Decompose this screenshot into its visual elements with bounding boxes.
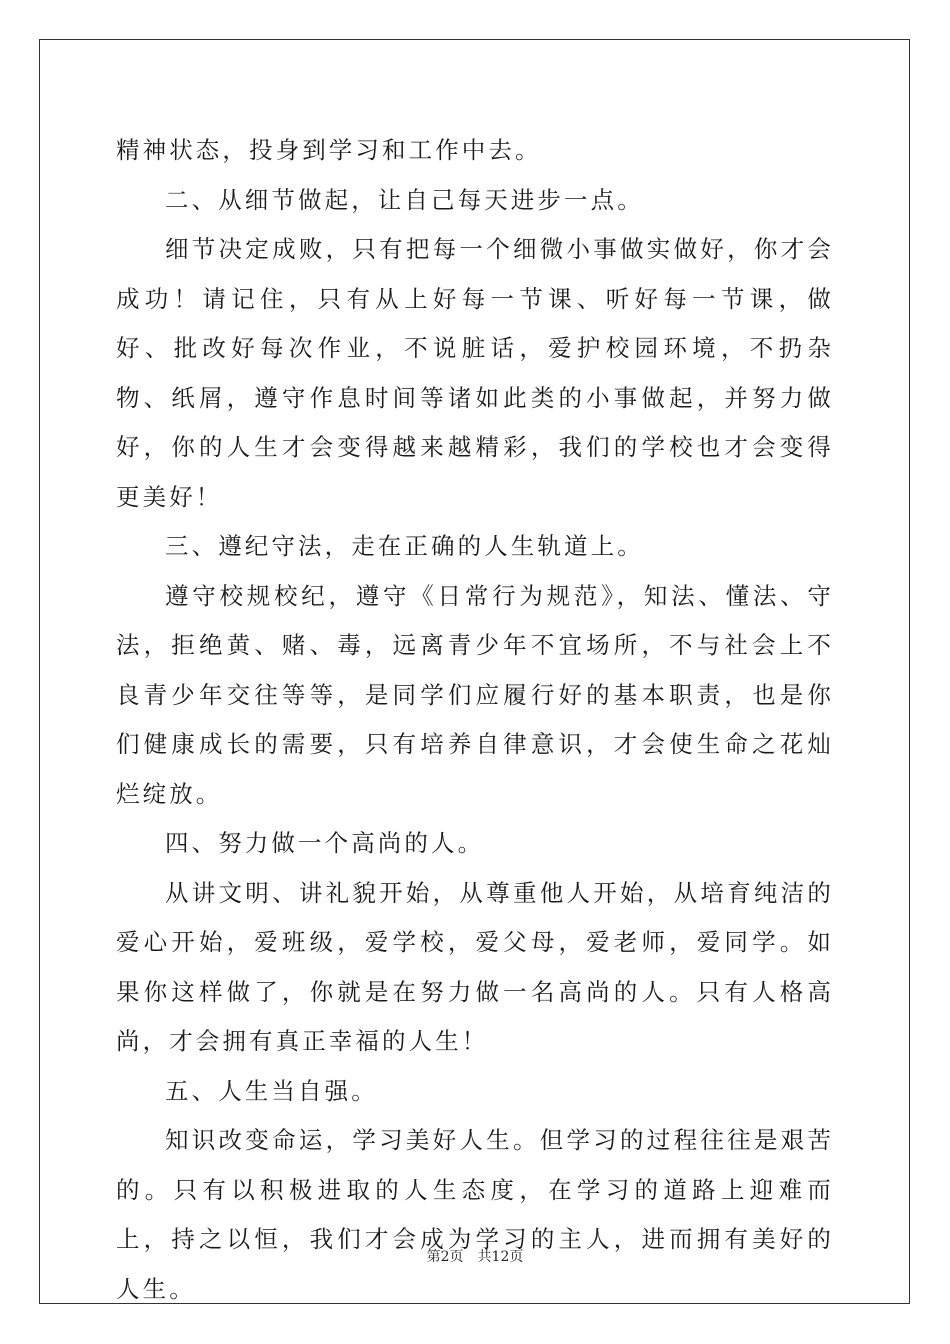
heading-section-5: 五、人生当自强。 xyxy=(165,1076,378,1105)
paragraph-details: 细节决定成败，只有把每一个细微小事做实做好，你才会成功！请记住，只有从上好每一节课、听好每一节课，做好、批改好每次作业，不说脏话，爱护校园环境，不扔杂物、纸屑，遵守作息时间等诸如此类的小事做起，并努力做好，你的人生才会变得越来越精彩，我们的学校也才会变得更美好！ xyxy=(116,235,834,511)
page-footer xyxy=(0,1246,950,1266)
paragraph-noble: 从讲文明、讲礼貌开始，从尊重他人开始，从培育纯洁的爱心开始，爱班级，爱学校，爱父母，爱老师，爱同学。如果你这样做了，你就是在努力做一名高尚的人。只有人格高尚，才会拥有真正幸福的人生！ xyxy=(116,878,834,1055)
paragraph-1: 精神状态，投身到学习和工作中去。 xyxy=(116,136,542,164)
document-body xyxy=(116,126,834,1314)
heading-section-4: 四、努力做一个高尚的人。 xyxy=(165,829,485,857)
page-number-label: 第2页 共12页 xyxy=(426,1249,524,1265)
heading-section-2: 二、从细节做起，让自己每天进步一点。 xyxy=(165,185,644,214)
paragraph-discipline: 遵守校规校纪，遵守《日常行为规范》，知法、懂法、守法，拒绝黄、赌、毒，远离青少年不宜场所，不与社会上不良青少年交往等等，是同学们应履行好的基本职责，也是你们健康成长的需要，只有培养自律意识，才会使生命之花灿烂绽放。 xyxy=(116,581,834,808)
paragraph-self-strengthen: 知识改变命运，学习美好人生。但学习的过程往往是艰苦的。只有以积极进取的人生态度，在学习的道路上迎难而上，持之以恒，我们才会成为学习的主人，进而拥有美好的人生。 xyxy=(116,1126,834,1303)
heading-section-3: 三、遵纪守法，走在正确的人生轨道上。 xyxy=(165,532,644,560)
